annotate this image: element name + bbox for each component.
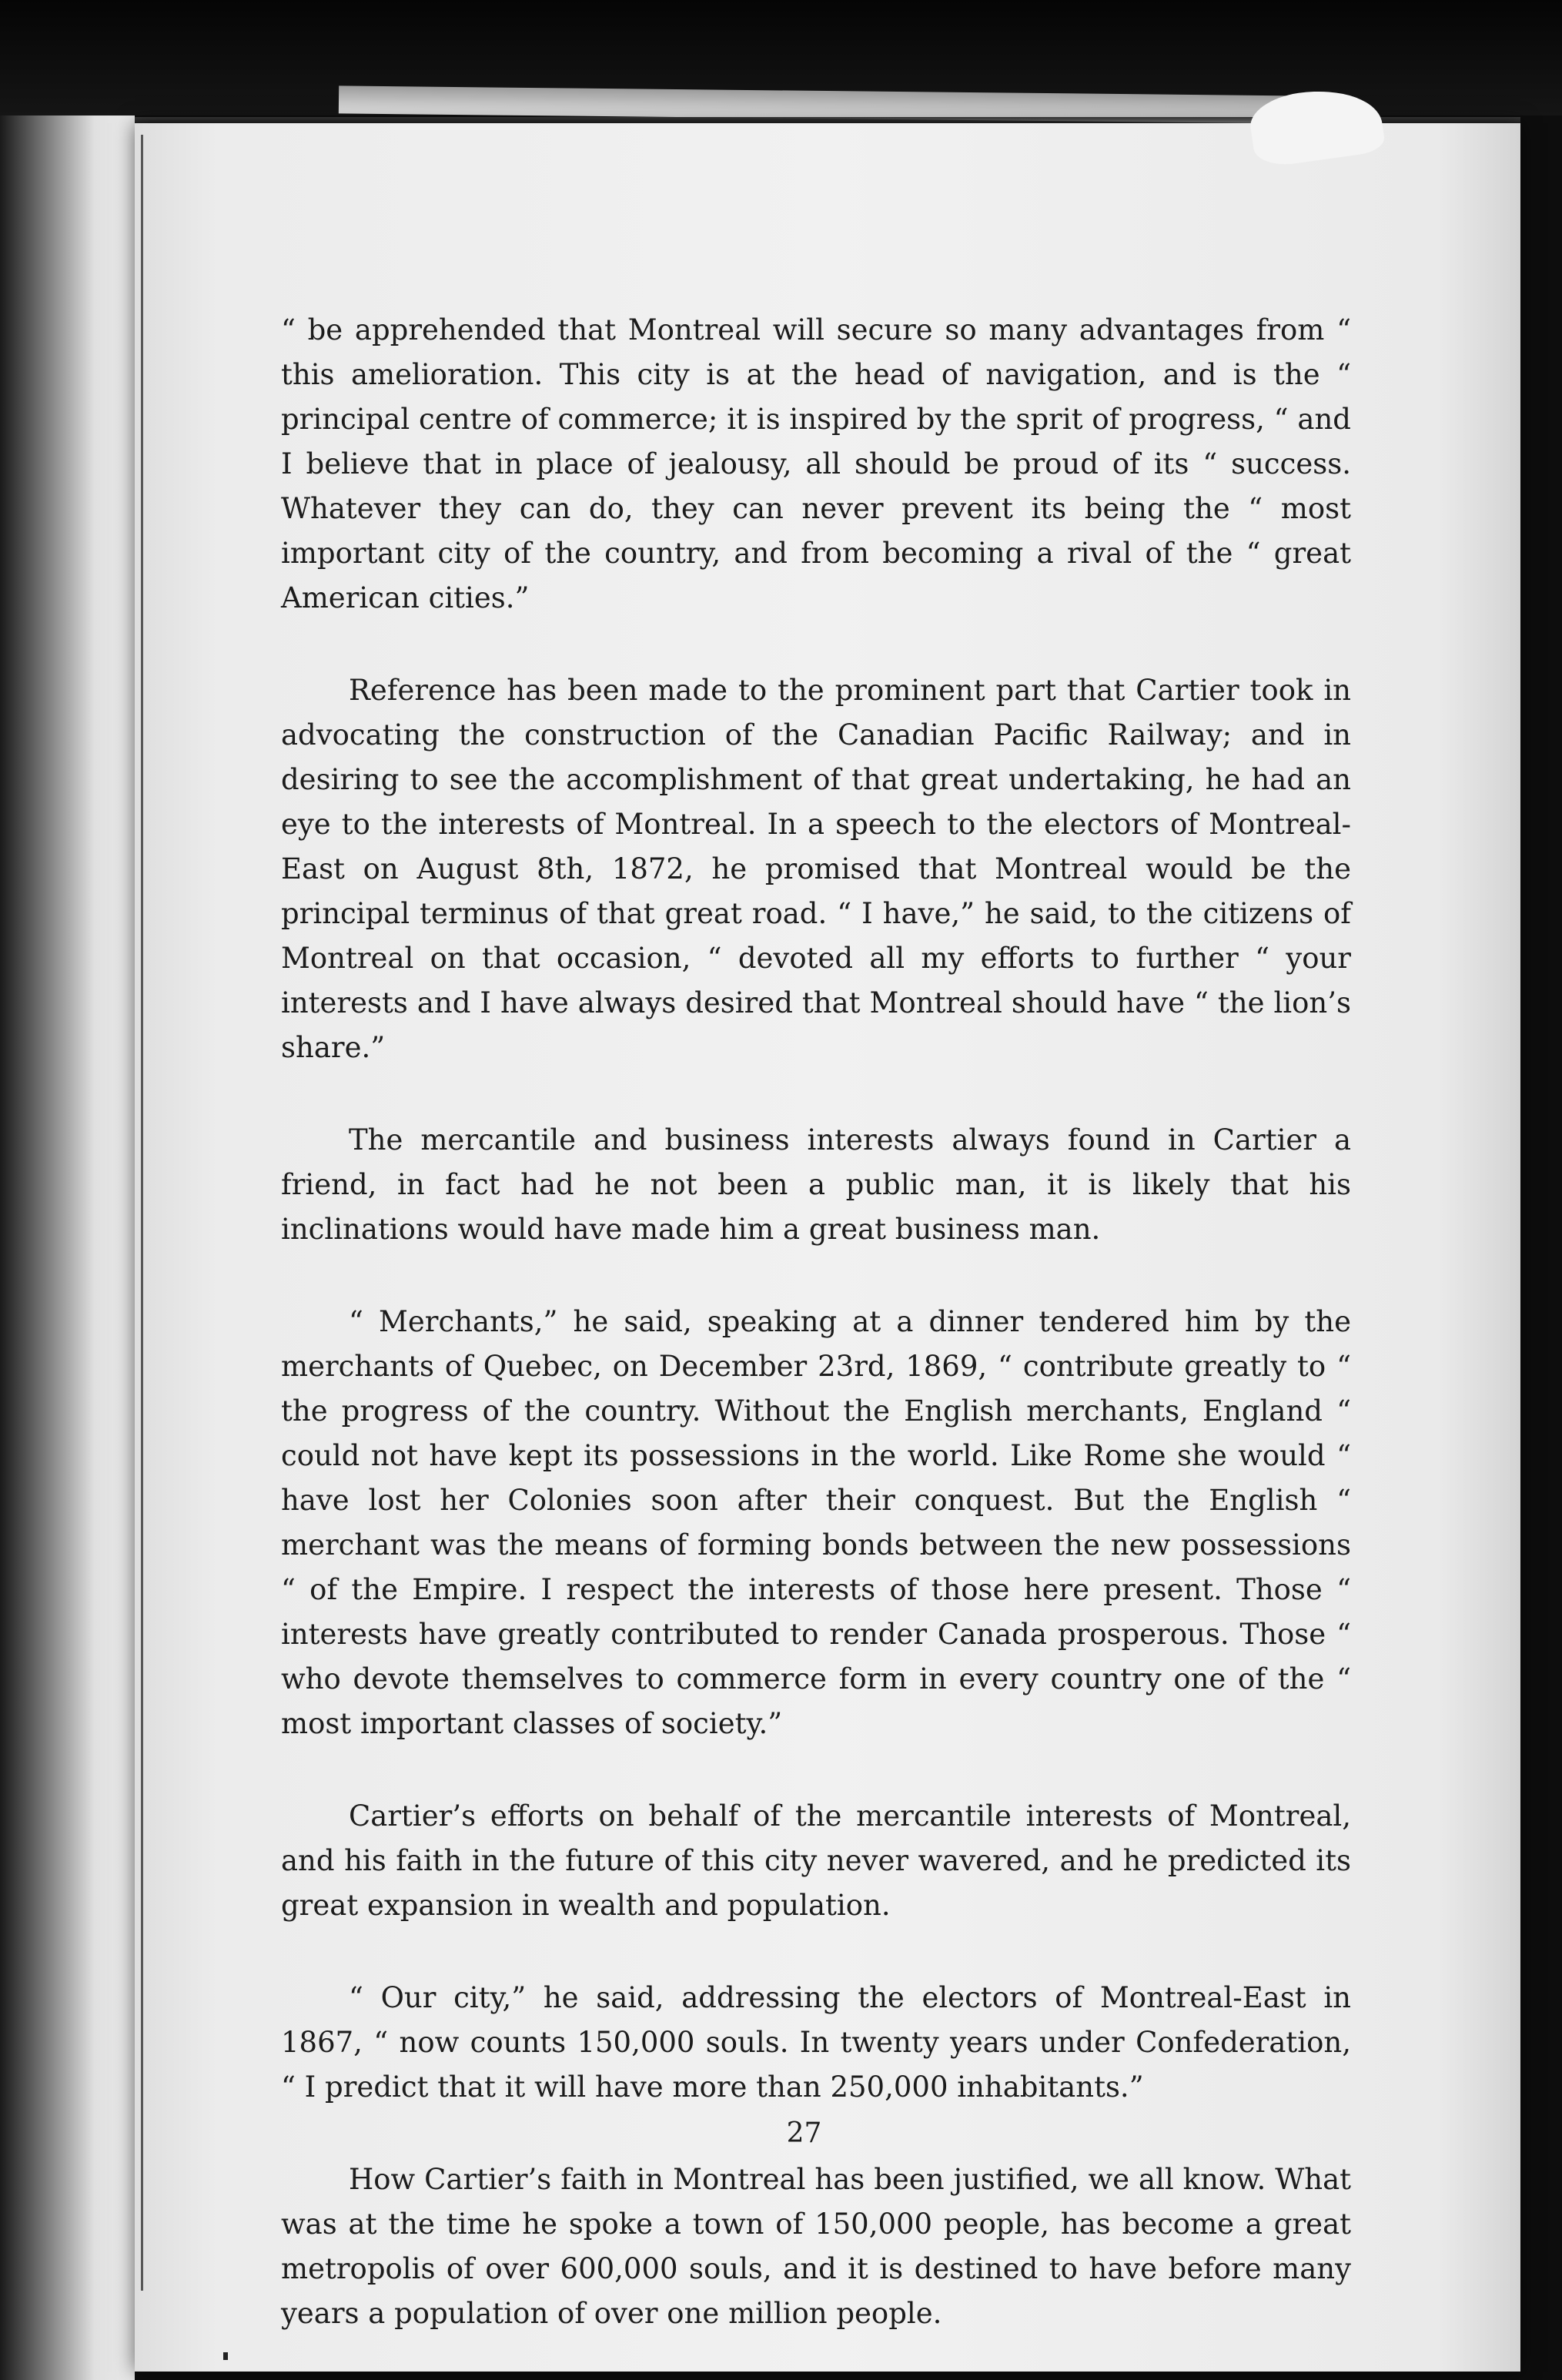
paragraph-justified: How Cartier’s faith in Montreal has been justified, we all know. What was at the time he spoke a town of 150,000 people, has become a great metropolis of over 600,000 souls, and it is destined to have before many years a population of over one million people. <box>281 2163 1351 2330</box>
page-edge-line <box>141 135 143 2291</box>
scan-speck <box>223 2352 228 2360</box>
page-number: 27 <box>786 2117 822 2149</box>
paragraph-efforts: Cartier’s efforts on behalf of the mercantile interests of Montreal, and his faith in the future of this city never wavered, and he predicted its great expansion in wealth and population. <box>281 1799 1351 1922</box>
paragraph-our-city: “ Our city,” he said, addressing the electors of Montreal-East in 1867, “ now counts 150,000 souls. In twenty years under Confederation, “ I predict that it will have more than 250,000 inhabitants.” <box>281 1981 1351 2104</box>
body-text <box>281 308 1351 2336</box>
paragraph-merchants-quote: “ Merchants,” he said, speaking at a dinner tendered him by the merchants of Quebec, on December 23rd, 1869, “ contribute greatly to “ the progress of the country. Without the English merchants, England “ could not have kept its possessions in the world. Like Rome she would “ have lost her Colonies soon after their conquest. But the English “ merchant was the means of forming bonds between the new possessions “ of the Empire. I respect the interests of those here present. Those “ interests have greatly contributed to render Canada prosperous. Those “ who devote themselves to commerce form in every country one of the “ most important classes of society.” <box>281 1305 1351 1740</box>
left-binding-shadow <box>0 115 135 2380</box>
paragraph-mercantile: The mercantile and business interests always found in Cartier a friend, in fact had he not been a public man, it is likely that his inclinations would have made him a great business man. <box>281 1123 1351 1246</box>
paragraph-quote-continuation: “ be apprehended that Montreal will secure so many advantages from “ this amelioration. This city is at the head of navigation, and is the “ principal centre of commerce; it is inspired by the sprit of progress, “ and I believe that in place of jealousy, all should be proud of its “ success. Whatever they can do, they can never prevent its being the “ most important city of the country, and from becoming a rival of the “ great American cities.” <box>281 313 1351 614</box>
paragraph-railway: Reference has been made to the prominent part that Cartier took in advocating the construction of the Canadian Pacific Railway; and in desiring to see the accomplishment of that great undertaking, he had an eye to the interests of Montreal. In a speech to the electors of Montreal-East on August 8th, 1872, he promised that Montreal would be the principal terminus of that great road. “ I have,” he said, to the citizens of Montreal on that occasion, “ devoted all my efforts to further “ your interests and I have always desired that Montreal should have “ the lion’s share.” <box>281 674 1351 1064</box>
